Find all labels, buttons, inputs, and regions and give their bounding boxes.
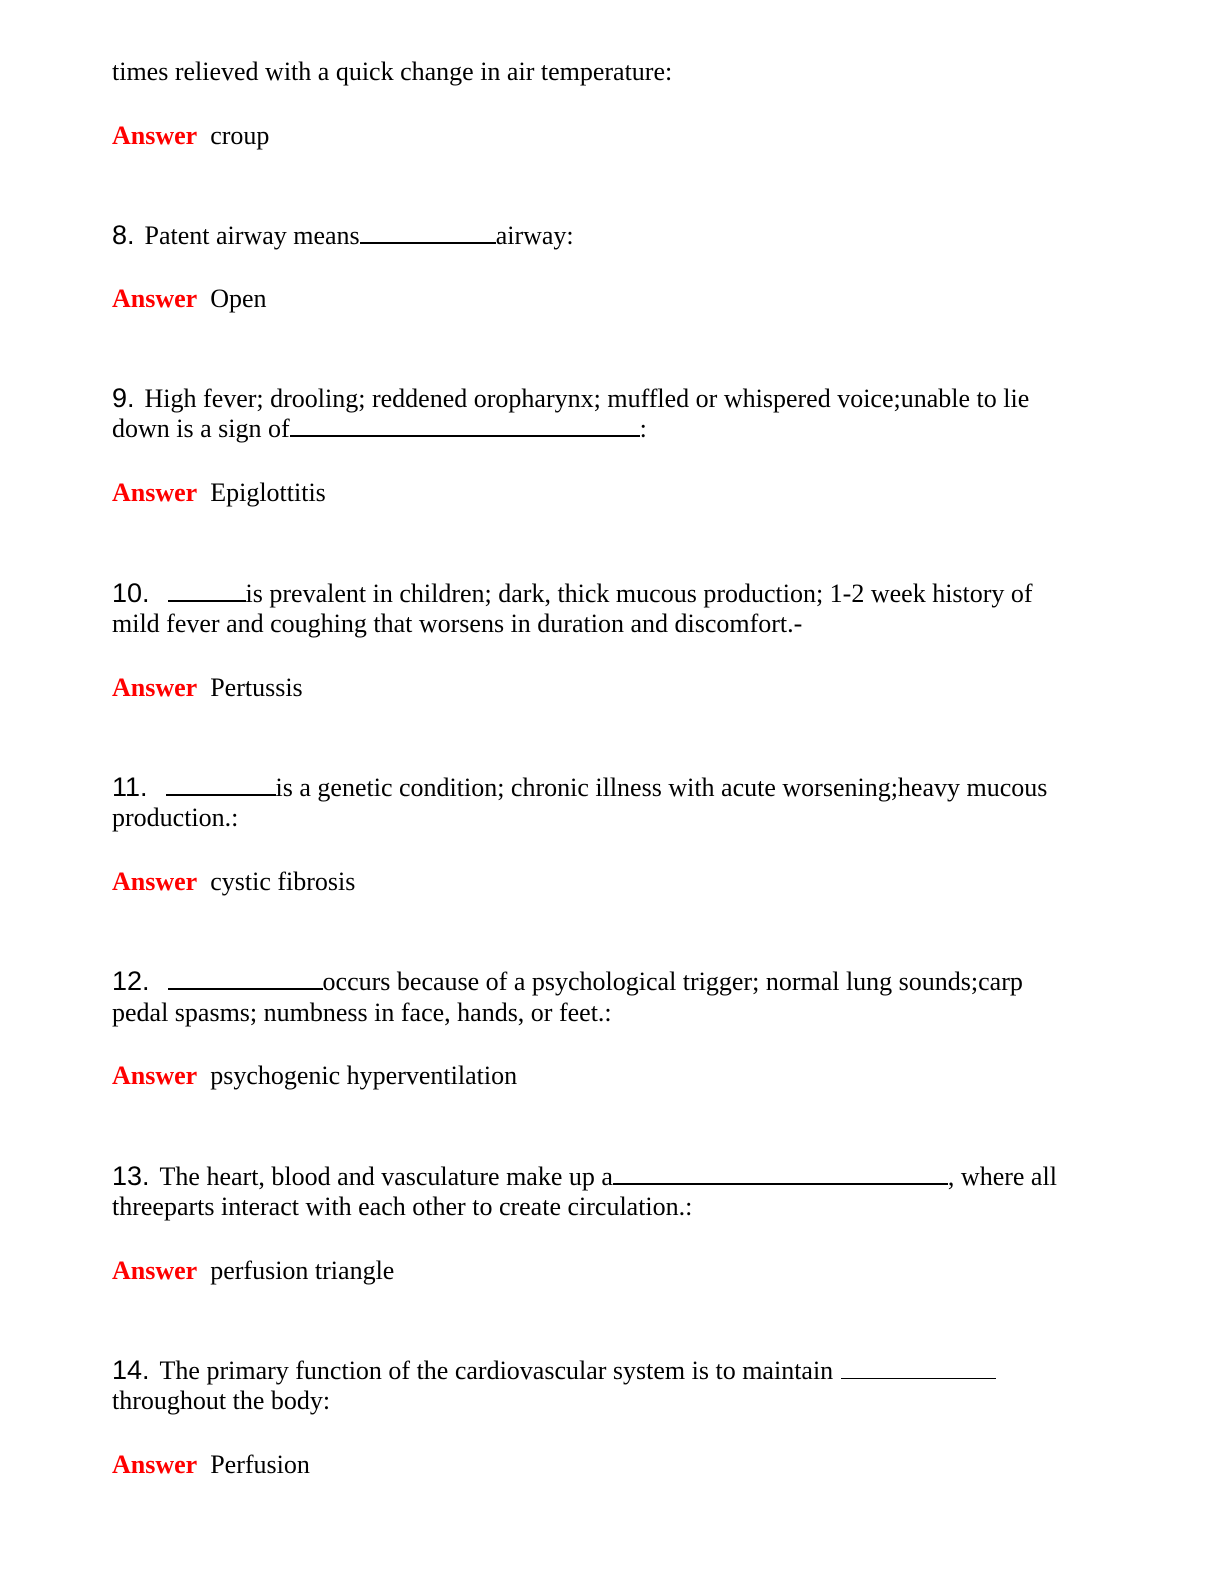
question-11-line-2	[112, 802, 1112, 834]
question-number: 13.	[112, 1161, 150, 1191]
question-number: 8.	[112, 220, 135, 250]
question-13	[112, 1160, 1112, 1193]
answer-12	[112, 1060, 1112, 1092]
answer-14	[112, 1449, 1112, 1481]
question-text: occurs because of a psychological trigger; normal lung sounds;carp	[322, 967, 1023, 996]
answer-text: cystic fibrosis	[210, 867, 356, 896]
question-text: threeparts interact with each other to create circulation.:	[112, 1192, 693, 1221]
question-text: pedal spasms; numbness in face, hands, or feet.:	[112, 998, 612, 1027]
question-text: High fever; drooling; reddened oropharynx; muffled or whispered voice;unable to lie	[144, 384, 1030, 413]
question-14	[112, 1354, 1112, 1387]
answer-blank	[168, 578, 246, 602]
question-7-continuation	[112, 56, 1112, 88]
answer-text: perfusion triangle	[210, 1256, 395, 1285]
answer-blank	[841, 1356, 996, 1379]
answer-blank	[168, 966, 323, 990]
answer-7	[112, 120, 1112, 152]
answer-10	[112, 672, 1112, 704]
answer-text: psychogenic hyperventilation	[210, 1061, 518, 1090]
question-number: 12.	[112, 966, 150, 996]
question-12	[112, 965, 1112, 998]
answer-blank	[613, 1161, 948, 1185]
question-12-line-2	[112, 997, 1112, 1029]
question-text: times relieved with a quick change in air temperature:	[112, 57, 673, 86]
answer-text: Epiglottitis	[210, 478, 326, 507]
answer-text: Pertussis	[210, 673, 303, 702]
answer-text: Perfusion	[210, 1450, 310, 1479]
answer-9	[112, 477, 1112, 509]
question-text: :	[639, 414, 647, 443]
question-text: , where all	[947, 1162, 1057, 1191]
answer-text: Open	[210, 284, 267, 313]
question-10	[112, 577, 1112, 610]
question-text: The primary function of the cardiovascular system is to maintain	[159, 1356, 834, 1385]
answer-label: Answer	[112, 1450, 198, 1479]
answer-label: Answer	[112, 1256, 198, 1285]
question-8	[112, 219, 1112, 252]
question-text: airway:	[495, 221, 574, 250]
question-text: mild fever and coughing that worsens in duration and discomfort.-	[112, 609, 803, 638]
question-9	[112, 382, 1112, 415]
answer-label: Answer	[112, 478, 198, 507]
answer-label: Answer	[112, 121, 198, 150]
question-10-line-2	[112, 608, 1112, 640]
answer-label: Answer	[112, 673, 198, 702]
answer-11	[112, 866, 1112, 898]
question-text: Patent airway means	[144, 221, 360, 250]
answer-label: Answer	[112, 284, 198, 313]
question-13-line-2	[112, 1191, 1112, 1223]
question-text: The heart, blood and vasculature make up a	[159, 1162, 613, 1191]
answer-label: Answer	[112, 867, 198, 896]
question-number: 10.	[112, 578, 150, 608]
question-14-line-2	[112, 1385, 1112, 1417]
answer-8	[112, 283, 1112, 315]
question-text: is a genetic condition; chronic illness with acute worsening;heavy mucous	[275, 773, 1048, 802]
question-11	[112, 771, 1112, 804]
question-text: throughout the body:	[112, 1386, 331, 1415]
question-number: 14.	[112, 1355, 150, 1385]
answer-label: Answer	[112, 1061, 198, 1090]
question-number: 9.	[112, 383, 135, 413]
answer-text: croup	[210, 121, 270, 150]
question-number: 11.	[112, 772, 148, 802]
question-text: down is a sign of	[112, 414, 290, 443]
answer-blank	[166, 772, 276, 796]
question-text: is prevalent in children; dark, thick mucous production; 1-2 week history of	[245, 579, 1033, 608]
answer-blank	[360, 220, 496, 244]
answer-blank	[290, 413, 640, 437]
answer-13	[112, 1255, 1112, 1287]
question-text: production.:	[112, 803, 239, 832]
question-9-line-2	[112, 413, 1112, 445]
